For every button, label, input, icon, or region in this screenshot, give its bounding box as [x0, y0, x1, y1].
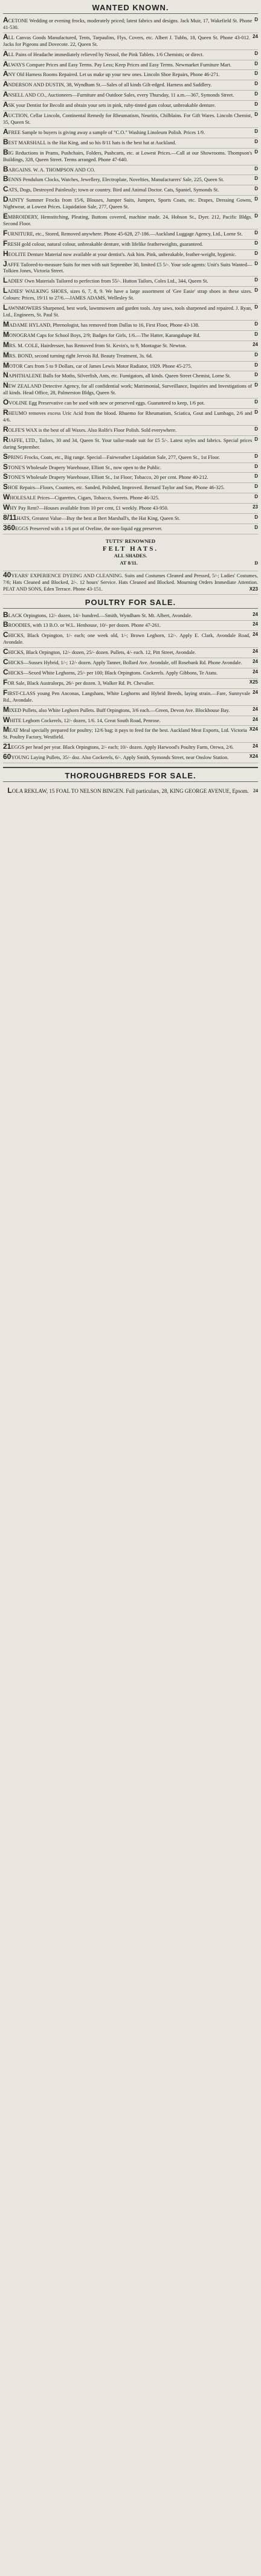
- ad-key-code: D: [254, 473, 258, 479]
- ad-lead-letter: B: [3, 137, 8, 146]
- ad-lead-letter: M: [3, 330, 9, 339]
- classified-ad: [3, 514, 258, 524]
- ad-text: RS. M. COLE, Hairdresser, has Removed from St. Kevin's, to 9, Montague St. Newton.: [9, 342, 187, 348]
- ad-text: ATS, Dogs, Destroyed Painlessly; town or country. Bird and Animal Doctor. Cats, Spaniel, Symonds St.: [8, 187, 219, 193]
- ad-lead-letter: F: [3, 228, 8, 237]
- classified-ad: [3, 196, 258, 213]
- ad-key-code: D: [254, 524, 258, 530]
- tutts-ad-line2: FELT HATS.: [102, 545, 159, 553]
- ad-lead-letter: S: [3, 482, 8, 492]
- ad-text: NSELL AND CO., Auctioneers—Furniture and Outdoor Sales, every Thursday, 11 a.m.—367, Symonds Street.: [8, 92, 234, 98]
- classified-ad: [3, 371, 258, 382]
- ad-lead-letter: M: [3, 705, 9, 714]
- classified-ad: [3, 621, 258, 631]
- ad-key-code: 24: [253, 669, 258, 674]
- ad-text: RS. BOND, second turning right Jervois Rd. Beauty Treatment, 3s. 6d.: [9, 353, 153, 359]
- ad-key-code: D: [254, 362, 258, 368]
- ad-lead-letter: B: [3, 175, 8, 184]
- ad-lead-letter: A: [3, 32, 8, 41]
- ad-text: RESH gold colour, natural colour, unbreakable denture, with lifelike featherweights, guaranteed.: [7, 241, 204, 247]
- ad-text: HOE Repairs—Floors, Counters, etc. Sanded, Polished, Improved. Bernard Taylor and Son, Phone 46-325.: [8, 485, 225, 491]
- ad-lead-letter: A: [3, 127, 8, 136]
- ad-lead-letter: W: [3, 503, 10, 512]
- ad-key-code: D: [254, 331, 258, 337]
- ad-key-code: D: [254, 321, 258, 327]
- section-heading-poultry: POULTRY FOR SALE.: [3, 597, 258, 609]
- classified-ad: [3, 138, 258, 149]
- ad-text: LWAYS Compare Prices and Easy Terms. Pay Less; Keep Prices and Easy Terms. Newmarket Furniture Mart.: [8, 62, 231, 68]
- classified-ad: [3, 287, 258, 304]
- classified-ad: [3, 277, 258, 287]
- ad-lead-letter: M: [3, 319, 9, 328]
- ad-key-code: D: [254, 304, 258, 310]
- classified-ad: [3, 436, 258, 453]
- ad-text: ONOGRAM Caps for School Boys, 2/9; Badges for Girls, 1/6.—The Hatter, Karangahape Rd.: [9, 332, 201, 338]
- ad-text: ADIES' WALKING SHOES, sizes 6, 7, 8, 9. We have a large assortment of 'Gee Easie' strap shoes in these sizes. Colours: Prices, 19/11 to 27/6.—JAMES ADAMS, Wellesley St.: [3, 289, 253, 301]
- ad-text: HOLESALE Prices—Cigarettes, Cigars, Tobacco, Sweets. Phone 46-325.: [10, 495, 160, 501]
- classified-ad: [3, 399, 258, 409]
- ad-key-code: D: [254, 277, 258, 283]
- ad-key-code: D: [254, 17, 258, 22]
- dyeing-ad-lead: 40: [3, 570, 11, 579]
- classified-ad: [3, 483, 258, 493]
- ad-key-code: 24: [253, 611, 258, 617]
- ad-key-code: D: [254, 213, 258, 219]
- ad-key-code: 24: [253, 689, 258, 695]
- classified-ad: [3, 111, 258, 128]
- ad-key-code: D: [254, 287, 258, 293]
- ad-lead-letter: W: [3, 715, 10, 724]
- classified-ad: [3, 165, 258, 176]
- ad-lead-letter: R: [3, 408, 8, 417]
- ad-lead-letter: 360: [3, 523, 16, 532]
- ad-lead-letter: 8/11: [3, 513, 17, 522]
- tutts-ad-key: D: [254, 560, 258, 566]
- ad-text: HICKS—Sexed White Leghorns, 25/- per 100; Black Orpingtons. Cockerels. Apply Gibbons, Te Atatu.: [8, 670, 218, 676]
- classified-ad: [3, 753, 258, 763]
- ad-text: HATS, Greatest Value—Buy the best at Bert Marshall's, the Hat King, Queen St.: [16, 516, 180, 522]
- ad-text: HICKS, Black Orpington, 12/- dozen, 25/- dozen. Pullets, 4/- each. 12, Pitt Street, Avondale.: [8, 650, 196, 656]
- ad-lead-letter: M: [3, 360, 9, 370]
- classified-ad: [3, 33, 258, 50]
- ad-lead-letter: J: [3, 259, 7, 268]
- classified-ad: [3, 185, 258, 196]
- ad-text: UCTION, Cellar Lincoln, Continental Remedy for Rheumatism, Neuritis, Chilblains. For Gift Wares. Lincoln Chemist, 35, Queen St.: [3, 113, 253, 125]
- ad-text: URNITURE, etc., Stored, Removed anywhere. Phone 45-628, 27-186.—Auckland Luggage Agency, Ltd., Lorne St.: [7, 231, 243, 237]
- classified-ad: [3, 128, 258, 138]
- classified-ad: [3, 473, 258, 483]
- classified-ad: [3, 229, 258, 240]
- ad-key-code: 24: [253, 706, 258, 712]
- ad-text: EGGS per head per year. Black Orpingtons, 2/- each; 10/- dozen. Apply Harwood's Poultry Farm, Orewa, 2/6.: [11, 745, 234, 751]
- ad-text: PRING Frocks, Coats, etc., Big range. Special—Fairweather Liquidation Sale, 277, Queen St., 1st Floor.: [8, 454, 221, 460]
- ad-text: JAFFE, LTD., Tailors, 30 and 34, Queen St. Your tailor-made suit for £5 5/-. Latest styles and fabrics. Special prices during September.: [3, 437, 253, 450]
- ad-lead-letter: B: [3, 620, 8, 629]
- ad-key-code: D: [254, 426, 258, 432]
- classified-ad: [3, 101, 258, 111]
- thoroughbred-ad-key: 24: [253, 788, 258, 794]
- classified-ad: [3, 668, 258, 679]
- ad-key-code: 24: [253, 621, 258, 627]
- classified-ad: [3, 524, 258, 534]
- ad-key-code: D: [254, 260, 258, 266]
- classified-ad: [3, 679, 258, 689]
- ad-lead-letter: N: [3, 371, 8, 380]
- ad-lead-letter: F: [3, 239, 8, 248]
- ad-key-code: X25: [249, 679, 258, 685]
- ad-lead-letter: A: [3, 49, 8, 58]
- classified-ad: [3, 60, 258, 71]
- classified-ad: [3, 726, 258, 743]
- ad-lead-letter: M: [3, 340, 9, 349]
- ad-key-code: D: [254, 351, 258, 357]
- section-heading-wanted-known: WANTED KNOWN.: [3, 2, 258, 14]
- ad-key-code: 24: [253, 659, 258, 665]
- ad-lead-letter: B: [3, 147, 8, 156]
- ad-key-code: D: [254, 436, 258, 442]
- poultry-list: [3, 611, 258, 764]
- classified-ad: [3, 91, 258, 101]
- ad-text: YOUNG Laying Pullets, 35/- doz. Also Cockerels, 6/-. Apply Smith, Symonds Street, near Onslow Station.: [11, 755, 229, 761]
- wanted-known-list: [3, 16, 258, 534]
- ad-key-code: D: [254, 101, 258, 107]
- ad-key-code: D: [254, 399, 258, 405]
- ad-key-code: D: [254, 514, 258, 521]
- ad-text: OR Sale, Black Australorps, 26/- per dozen. 3, Walker Rd. Pt. Chevalier.: [7, 680, 155, 686]
- ad-text: CETONE Wedding or evening frocks, moderately priced; latest fabrics and designs. Jack Muir, 17, Wakefield St. Phone 41-530.: [3, 18, 253, 30]
- ad-text: TONE'S Wholesale Drapery Warehouse, Elliott St., now open to the Public.: [8, 464, 161, 470]
- ad-text: OLFE'S WAX is the best of all Waxes. Also Rolfe's Floor Polish. Sold everywhere.: [8, 427, 177, 433]
- ad-text: SK your Dentist for Becolit and obtain your sets in pink, ruby-tinted gum colour, unbreakable denture.: [8, 103, 216, 109]
- ad-lead-letter: R: [3, 425, 8, 434]
- tutts-ad-line4-text: AT 8/11.: [120, 560, 138, 566]
- classified-ad: [3, 706, 258, 716]
- classified-ad: [3, 240, 258, 250]
- ad-key-code: D: [254, 484, 258, 490]
- ad-text: HEUMO removes excess Uric Acid from the blood. Rhuemo for Rheumatism, Sciatica, Gout and Lumbago, 2/6 and 4/6.: [3, 411, 253, 423]
- ad-key-code: D: [254, 149, 258, 155]
- ad-key-code: D: [254, 91, 258, 97]
- classified-ad: [3, 382, 258, 399]
- ad-key-code: X24: [249, 754, 258, 760]
- ad-key-code: D: [254, 71, 258, 77]
- ad-key-code: D: [254, 186, 258, 192]
- ad-lead-letter: O: [3, 398, 9, 407]
- classified-ad: [3, 409, 258, 426]
- classified-ad: [3, 504, 258, 514]
- ad-lead-letter: F: [3, 678, 8, 687]
- classified-ad: [3, 362, 258, 372]
- ad-text: NDERSON AND DUSTIN, 38, Wyndham St.—Sales of all kinds Gilt-edged. Harness and Saddlery.: [8, 82, 212, 88]
- classified-ad: [3, 658, 258, 668]
- ad-lead-letter: 60: [3, 752, 11, 761]
- ad-text: EW ZEALAND Detective Agency, for all confidential work; Matrimonial, Surveillance, Inquiries and Investigations of all kinds. Head Office, 28, Palmerston Bldgs, Queen St.: [3, 383, 253, 396]
- ad-key-code: D: [254, 372, 258, 378]
- thoroughbred-ad-text: OLA REKLAW, 15 FOAL TO NELSON BINGEN. Full particulars, 28, KING GEORGE AVENUE, Epsom.: [11, 788, 249, 795]
- ad-text: HICKS—Sussex Hybrid, 1/-; 12/- dozen. Apply Tanner, Bollard Ave. Avondale, off Rosebank Rd. Phone Avondale.: [8, 660, 242, 666]
- ad-text: ADIES' Own Materials Tailored to perfection from 55/-. Hutton Tailors, Coles Ltd., 344, Queen St.: [7, 278, 208, 284]
- ad-lead-letter: S: [3, 462, 8, 471]
- ad-text: TONE'S Wholesale Drapery Warehouse, Elliott St., 1st Floor; Tobacco, 20 per cent. Phone 40-212.: [8, 475, 208, 481]
- ad-key-code: D: [254, 128, 258, 134]
- ad-text: AINTY Summer Frocks from 15/6, Blouses, Jumper Suits, Jumpers, Sports Coats, etc. Drapes, Dressing Gowns, Nightwear, at Lowest Prices. Liquidation Sale, 277, Queen St.: [3, 197, 253, 210]
- dyeing-cleaning-ad: [3, 571, 258, 595]
- ad-lead-letter: W: [3, 493, 10, 502]
- classified-ad: [3, 16, 258, 33]
- ad-key-code: D: [254, 229, 258, 235]
- ad-lead-letter: C: [3, 658, 8, 667]
- ad-key-code: 24: [253, 649, 258, 655]
- section-divider: [3, 767, 258, 768]
- tutts-ad-line3: ALL SHADES.: [114, 553, 147, 559]
- ad-text: ROODIES, with 13 B.O. or W.L. Henhouse, 10/- per dozen. Phone 47-261.: [8, 623, 161, 629]
- ad-lead-letter: L: [3, 303, 8, 312]
- ad-lead-letter: H: [3, 249, 8, 258]
- ad-text: EAT Meal specially prepared for poultry; 12/6 bag; it pays to feed for the best. Auckland Meat Exports, Ltd. Victoria St. Poultry Factory, Westfield.: [3, 728, 247, 740]
- ad-text: FREE Sample to buyers is giving away a sample of "C.O." Washing Linoleum Polish. Prices 1/9.: [8, 129, 205, 135]
- classified-ad: [3, 70, 258, 80]
- ad-key-code: D: [254, 196, 258, 202]
- ad-text: APHTHALENE Balls for Moths, Silverfish, Ants, etc. Fumigators, all kinds. Queen Street Chemist, Lorne St.: [8, 373, 231, 379]
- classified-ad: [3, 80, 258, 91]
- classified-ad: [3, 50, 258, 60]
- ad-text: MBROIDERY, Hemstitching, Pleating, Buttons covered, machine made. 24, Hobson St., Dyer. 212, Pacific Bldgs. Second Floor.: [3, 214, 253, 226]
- ad-lead-letter: A: [3, 100, 8, 109]
- ad-key-code: 24: [253, 743, 258, 749]
- ad-lead-letter: F: [3, 688, 8, 697]
- ad-lead-letter: L: [3, 286, 8, 295]
- ad-key-code: D: [254, 240, 258, 246]
- dyeing-ad-text: YEARS' EXPERIENCE DYEING AND CLEANING. Suits and Costumes Cleaned and Pressed, 5/-; Ladies' Costumes, 7/6; Hats Cleaned and Blocked, 2/-. 12 hours' Service. Hats Cleaned and Blocked. Mourning Orders Immediate Attention. PEAT AND SONS, Eden Terrace. Phone 43-151.: [3, 572, 258, 592]
- ad-key-code: D: [254, 138, 258, 144]
- classified-ad: [3, 260, 258, 277]
- classified-ad: [3, 341, 258, 351]
- ad-text: AWNMOWERS Sharpened, best work, lawnmowers and garden tools. Any saws, tools sharpened and repaired. J. Ryan, Ltd., Engineers, St. Paul St.: [3, 306, 253, 318]
- section-heading-thoroughbreds: THOROUGHBREDS FOR SALE.: [3, 770, 258, 782]
- ad-key-code: D: [254, 453, 258, 459]
- ad-text: HY Pay Rent?—Houses available from 10 per cent, £1 weekly. Phone 43-950.: [10, 505, 169, 511]
- ad-key-code: X24: [249, 726, 258, 732]
- ad-text: ENNS Pendulum Clocks, Watches, Jewellery, Electroplate, Novelties, Manufacturers' Sale, 225, Queen St.: [8, 177, 224, 183]
- ad-key-code: 24: [253, 632, 258, 638]
- classified-ad: [3, 351, 258, 362]
- ad-key-code: 24: [253, 341, 258, 347]
- ad-key-code: D: [254, 50, 258, 56]
- classified-ad: [3, 631, 258, 648]
- ad-text: LL Canvas Goods Manufactured, Tents, Tarpaulins, Flys, Covers, etc. Albert J. Tubbs, 18, Queen St. Phone 43-012. Jacks for Pigeons and Dovecote. 22, Queen St.: [3, 34, 251, 47]
- ad-key-code: D: [254, 409, 258, 415]
- classified-ad: [3, 321, 258, 331]
- ad-key-code: D: [254, 250, 258, 256]
- ad-text: IXED Pullets, also White Leghorn Pullets. Buff Orpingtons, 3/6 each.—Green, Devon Ave. Blockhouse Bay.: [9, 707, 230, 713]
- classified-ad: [3, 149, 258, 165]
- ad-lead-letter: E: [3, 212, 8, 221]
- ad-text: ADAME HYLAND, Phrenologist, has removed from Dallas to 16, First Floor, Phone 43-138.: [9, 322, 199, 328]
- ad-key-code: D: [254, 165, 258, 171]
- classified-ad: [3, 426, 258, 436]
- classified-ad: [3, 331, 258, 341]
- ad-key-code: D: [254, 81, 258, 87]
- classified-ad: [3, 213, 258, 229]
- ad-key-code: D: [254, 463, 258, 469]
- ad-text: OTOR Cars from 5 to 9 Dollars, car of James Lewis Motor Radiator, 1929. Phone 45-275.: [9, 363, 192, 369]
- tutts-ad-line4: [3, 560, 258, 567]
- ad-lead-letter: S: [3, 452, 8, 461]
- ad-text: HITE Leghorn Cockerels, 12/- dozen, 1/6. 14, Great South Road, Penrose.: [10, 717, 161, 723]
- classified-ad: [3, 453, 258, 463]
- tutts-ad-line1: TUTTS' RENOWNED: [105, 538, 156, 544]
- ad-key-code: 24: [253, 33, 258, 39]
- ad-lead-letter: M: [3, 725, 9, 734]
- ad-text: EST MARSHALL is the Hat King, and so his 8/11 hats is the best hat at Auckland.: [8, 139, 176, 146]
- classified-ad: [3, 689, 258, 706]
- ad-key-code: 23: [253, 504, 258, 510]
- ad-lead-letter: C: [3, 185, 8, 194]
- ad-lead-letter: C: [3, 630, 8, 639]
- ad-lead-letter: C: [3, 647, 8, 656]
- ad-lead-letter: C: [3, 668, 8, 676]
- classified-ad: [3, 611, 258, 621]
- classified-ad: [3, 716, 258, 726]
- ad-lead-letter: B: [3, 610, 8, 619]
- ad-lead-letter: A: [3, 69, 8, 78]
- thoroughbred-ad-lead: L: [7, 786, 12, 795]
- ad-text: LL Pains of Headache immediately relieved by Nessol, the Pink Tablets. 1/6 Chemists; or direct.: [8, 51, 204, 57]
- ad-text: NY Old Harness Rooms Repaired. Let us make up your new ones. Lincoln Shoe Repairs, Phone 46-271.: [8, 72, 220, 78]
- ad-lead-letter: N: [3, 381, 8, 390]
- ad-text: ARGAINS. W. A. THOMPSON AND CO.: [8, 167, 95, 173]
- classified-ad: [3, 250, 258, 260]
- ad-text: EOLITE Denture Material now available at your dentist's. Ask him. Pink, unbreakable, feather-weight, hygienic.: [8, 251, 237, 257]
- classified-ad: [3, 648, 258, 658]
- ad-key-code: D: [254, 176, 258, 182]
- ad-key-code: D: [254, 60, 258, 66]
- ad-lead-letter: M: [3, 350, 9, 359]
- ad-lead-letter: 21: [3, 742, 11, 751]
- dyeing-ad-key: X23: [249, 586, 258, 592]
- ad-text: IRST-CLASS young Pen Anconas, Langshans, White Leghorns and Hybrid Breeds, laying strain.—Fare, Sunnyvale Rd., Avondale.: [3, 690, 251, 703]
- ad-key-code: 24: [253, 716, 258, 722]
- ad-text: EGGS Preserved with a 1/6 pot of Oveline, the non-liquid egg preserver.: [15, 525, 163, 531]
- classified-ad: [3, 175, 258, 185]
- classified-ad: [3, 463, 258, 473]
- ad-lead-letter: A: [3, 80, 8, 89]
- ad-lead-letter: A: [3, 16, 8, 24]
- ad-lead-letter: S: [3, 472, 8, 481]
- ad-text: IG Reductions in Prams, Pushchairs, Folders, Pushcarts, etc. at Lowest Prices.—Call at our Showrooms. Thompson's Buildings, 328, Queen Street. Terms arranged. Phone 47-640.: [3, 150, 253, 162]
- ad-lead-letter: D: [3, 195, 8, 204]
- ad-text: LACK Orpingtons, 12/- dozen, 14/- hundred.—Smith, Wyndham St. Mt. Albert, Avondale.: [8, 612, 193, 618]
- ad-text: VOLINE Egg Preservative can be used with new or preserved eggs. Guaranteed to keep, 1/6 pot.: [8, 400, 205, 406]
- thoroughbred-ad: [3, 784, 258, 798]
- ad-lead-letter: A: [3, 111, 8, 120]
- ad-lead-letter: A: [3, 59, 8, 68]
- classified-ad: [3, 304, 258, 321]
- ad-key-code: D: [254, 112, 258, 118]
- classified-ad: [3, 493, 258, 504]
- ad-lead-letter: L: [3, 276, 8, 285]
- ad-text: HICKS, Black Orpington, 1/- each; one week old, 1/-; Brown Leghorn, 12/-. Apply E. Clark, Avondale Road, Avondale.: [3, 633, 251, 646]
- ad-key-code: D: [254, 494, 258, 500]
- tutts-hats-ad: [3, 534, 258, 571]
- ad-lead-letter: A: [3, 90, 8, 99]
- ad-text: AFFE Tailored-to-measure Suits for men with suit September 30, limited £5 5/-. Your sole agents: Unit's Suits Wanted—Tolkien Jones, Victoria Street.: [3, 261, 253, 274]
- ad-lead-letter: B: [3, 164, 8, 173]
- ad-lead-letter: R: [3, 435, 8, 444]
- ad-key-code: D: [254, 382, 258, 388]
- classified-ad: [3, 743, 258, 753]
